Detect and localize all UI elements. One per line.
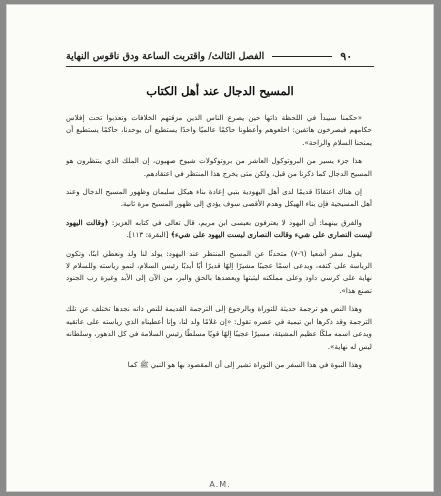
paragraph: والفرق بينهما: أن اليهود لا يعترفون بعيسى ابن مريم، قال تعالى في كتابه العزيز: ﴿وقالت اليهود ليست النصارى على شيء وقالت النصارى ليست اليهود على شيء﴾ [البقرة: ١١٣]. [66, 217, 372, 240]
running-header [66, 48, 374, 64]
paragraph: وهذا النبوة في هذا السفر من التوراة تشير إلى أن المقصود بها هو النبي ﷺ كما [127, 359, 362, 369]
footer-signature: A.M. [209, 480, 231, 489]
header-divider [66, 66, 374, 67]
paragraph: «حكمنا سيبدأ في اللحظة ذاتها حين يصرع الناس الذين مزقتهم الخلافات وتعذبوا تحت إفلاس حكامهم فيصرخون هاتفين: اخلعوهم وأعطونا حاكمًا عالميًا واحدًا يستطيع أن يوحدنا، حاكمًا يستطيع أن يمنحنا السلام والراحة». [66, 113, 372, 147]
running-title: الفصل الثالث/ واقتربت الساعة ودق ناقوس النهاية [66, 50, 265, 62]
paragraph: يقول سفر أشعيا (٦-٧) متحدثًا عن المسيح المنتظر عند اليهود: يولد لنا ولد ونعطي ابنًا، وتكون الرياسة على كتفه، ويدعى اسمًا عجيبًا مشيرًا إلهًا قديرًا أبًا أبديًا رئيس السلام، لنمو رياسته وللسلام لا نهاية على كرسي داود وعلى مملكته ليثبتها ويعضدها بالحق والبر، من الآن إلى الأبد وغيرة رب الجنود تصنع هذا». [66, 248, 372, 295]
body-text [66, 112, 372, 377]
book-page [6, 4, 434, 492]
page-number: ٩٠ [340, 49, 353, 63]
paragraph: وهذا النص هو ترجمة حديثة للتوراة وبالرجوع إلى الترجمة القديمة للنص ذاته نجدها تختلف عن تلك الترجمة وقد ذكرها ابن تيمية في عصره تقول: «إن غلامًا ولد لنا، وإنا أعطيناه الذي رياسته على عاتقيه ويدعى اسمه ملكًا عظيم المشيئة، مسيرًا عجيبًا إلهًا قويًا مسلطًا رئيس السلامة في كل الدهور، وسلطانه ليس له نهاية». [66, 304, 372, 351]
section-title: المسيح الدجال عند أهل الكتاب [146, 84, 294, 98]
paragraph: إن هناك اعتقادًا قديمًا لدى أهل اليهودية بنبي إعادة بناء هيكل سليمان وظهور المسيح الدجال وعند أهل المسيحية فإن بناء الهيكل وهدم الأقصى سوف يؤدي إلى ظهور المسيح مرة ثانية. [66, 187, 372, 209]
paragraph: هذا جزء يسير من البروتوكول العاشر من بروتوكولات شيوخ صهيون، إن الملك الذي ينتظرون هو المسيح الدجال كما ذكرنا من قبل، ولكن متى يخرج هذا المنتظر في اعتقادهم. [66, 156, 372, 178]
header-rule [272, 56, 332, 57]
quran-verse: ﴿وقالت اليهود ليست النصارى على شيء وقالت النصارى ليست اليهود على شيء﴾ [66, 217, 372, 240]
